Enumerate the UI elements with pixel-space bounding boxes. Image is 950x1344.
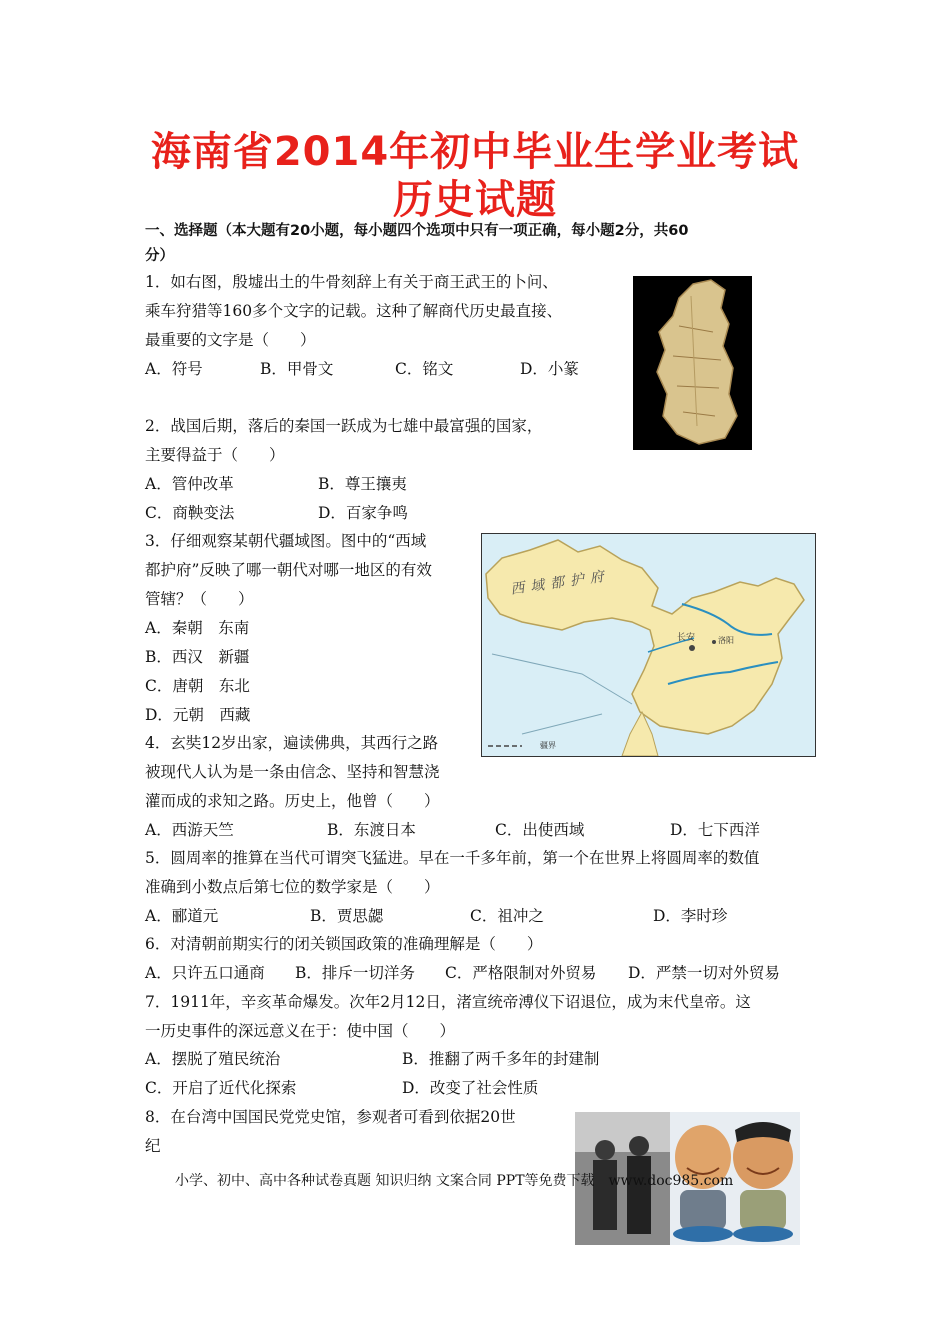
q7-option-a: A．摆脱了殖民统治 — [145, 1050, 281, 1068]
map-city-luoyang: 洛阳 — [718, 636, 734, 645]
q8-text: 8．在台湾中国国民党党史馆，参观者可看到依据20世 — [145, 1108, 516, 1126]
map-region-label: 西域都护府 — [509, 568, 611, 598]
q4-option-b: B．东渡日本 — [327, 821, 416, 839]
exam-title-line1: 海南省2014年初中毕业生学业考试 — [150, 129, 800, 175]
q4-option-c: C．出使西域 — [495, 821, 585, 839]
q1-option-c: C．铭文 — [395, 360, 454, 378]
section-heading-cont: 分） — [145, 248, 174, 264]
q3-text: 都护府”反映了哪一朝代对哪一地区的有效 — [145, 561, 432, 579]
q7-option-c: C．开启了近代化探索 — [145, 1079, 297, 1097]
q6-option-d: D．严禁一切对外贸易 — [628, 964, 780, 982]
q5-option-d: D．李时珍 — [653, 907, 728, 925]
q4-text: 灌而成的求知之路。历史上，他曾（ ） — [145, 792, 440, 810]
exam-title-line2: 历史试题 — [393, 177, 557, 223]
q5-text: 准确到小数点后第七位的数学家是（ ） — [145, 878, 440, 896]
q5-option-a: A．郦道元 — [145, 907, 219, 925]
q8-text: 纪 — [145, 1137, 161, 1155]
q2-option-c: C．商鞅变法 — [145, 504, 235, 522]
q1-text: 乘车狩猎等160多个文字的记载。这种了解商代历史最直接、 — [145, 302, 563, 320]
q6-option-a: A．只许五口通商 — [145, 964, 265, 982]
q4-text: 4．玄奘12岁出家，遍读佛典，其西行之路 — [145, 734, 439, 752]
q2-text: 2．战国后期，落后的秦国一跃成为七雄中最富强的国家， — [145, 417, 543, 435]
q1-option-b: B．甲骨文 — [260, 360, 334, 378]
oracle-bone-image — [633, 276, 752, 450]
q4-text: 被现代人认为是一条由信念、坚持和智慧浇 — [145, 763, 440, 781]
q1-option-a: A．符号 — [145, 360, 203, 378]
q7-text: 7．1911年，辛亥革命爆发。次年2月12日，渚宣统帝溥仪下诏退位，成为末代皇帝。这 — [145, 993, 751, 1011]
q3-option-a: A．秦朝 东南 — [145, 619, 250, 637]
q3-option-c: C．唐朝 东北 — [145, 677, 250, 695]
q5-option-c: C．祖冲之 — [470, 907, 544, 925]
q4-option-a: A．西游天竺 — [145, 821, 234, 839]
q3-text: 管辖？（ ） — [145, 590, 254, 608]
q1-text: 1．如右图，殷墟出土的牛骨刻辞上有关于商王武王的卜问、 — [145, 273, 558, 291]
q1-option-d: D．小篆 — [520, 360, 579, 378]
q7-option-b: B．推翻了两千多年的封建制 — [402, 1050, 600, 1068]
q6-option-c: C．严格限制对外贸易 — [445, 964, 597, 982]
q3-option-b: B．西汉 新疆 — [145, 648, 250, 666]
map-legend-label: 疆界 — [540, 741, 556, 750]
q2-text: 主要得益于（ ） — [145, 446, 285, 464]
q5-option-b: B．贾思勰 — [310, 907, 384, 925]
q1-text: 最重要的文字是（ ） — [145, 331, 316, 349]
q3-text: 3．仔细观察某朝代疆域图。图中的“西域 — [145, 532, 427, 550]
q6-option-b: B．排斥一切洋务 — [295, 964, 415, 982]
q4-option-d: D．七下西洋 — [670, 821, 760, 839]
q2-option-a: A．管仲改革 — [145, 475, 234, 493]
q7-option-d: D．改变了社会性质 — [402, 1079, 539, 1097]
q6-text: 6．对清朝前期实行的闭关锁国政策的准确理解是（ ） — [145, 935, 543, 953]
map-city-changan: 长安 — [677, 633, 696, 643]
q5-text: 5．圆周率的推算在当代可谓突飞猛进。早在一千多年前，第一个在世界上将圆周率的数值 — [145, 849, 760, 867]
q7-text: 一历史事件的深远意义在于：使中国（ ） — [145, 1022, 456, 1040]
territory-map — [481, 533, 816, 757]
q3-option-d: D．元朝 西藏 — [145, 706, 251, 724]
footer-text: 小学、初中、高中各种试卷真题 知识归纳 文案合同 PPT等免费下载 www.doc985.com — [175, 1173, 734, 1189]
q2-option-d: D．百家争鸣 — [318, 504, 408, 522]
section-heading: 一、选择题（本大题有20小题，每小题四个选项中只有一项正确，每小题2分，共60 — [145, 223, 689, 239]
q2-option-b: B．尊王攘夷 — [318, 475, 407, 493]
